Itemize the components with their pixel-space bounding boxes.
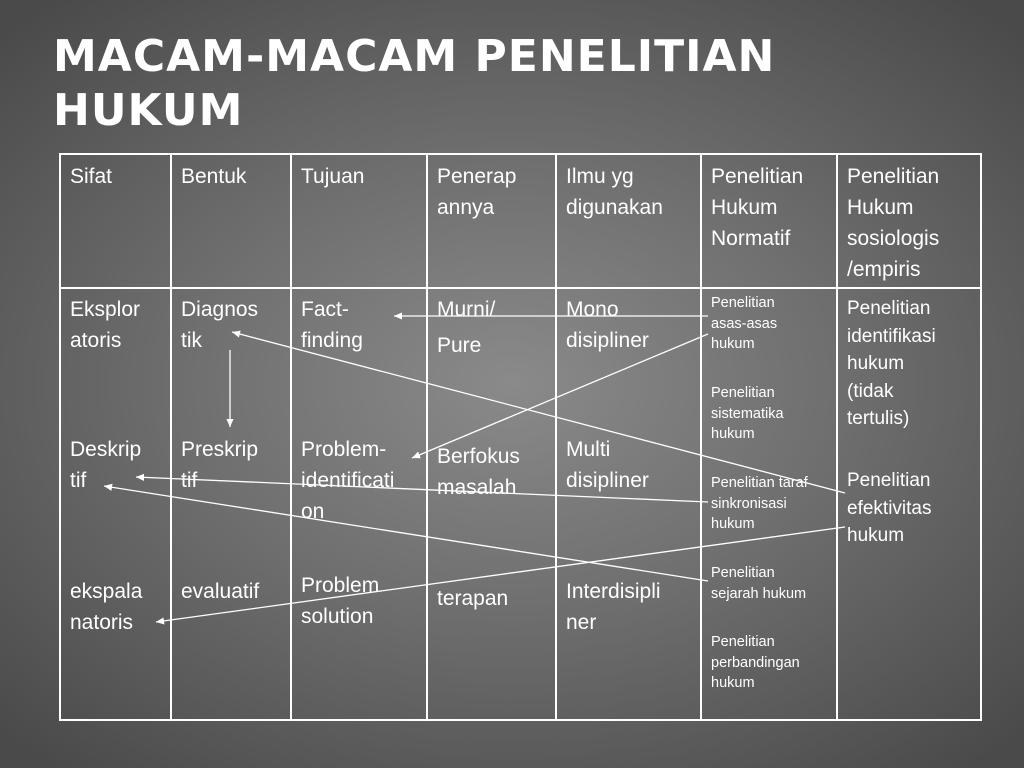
column-divider	[290, 155, 292, 719]
normatif-asas-asas: Penelitian asas-asas hukum	[711, 295, 778, 352]
ilmu-interdisipliner: Interdisipli ner	[566, 580, 661, 634]
header-tujuan: Tujuan	[301, 165, 365, 188]
normatif-sistematika: Penelitian sistematika hukum	[711, 385, 784, 442]
normatif-sejarah: Penelitian sejarah hukum	[711, 565, 807, 602]
header-sosiologis: Penelitian Hukum sosiologis /empiris	[847, 165, 940, 281]
header-divider	[61, 287, 980, 289]
column-divider	[170, 155, 172, 719]
header-normatif: Penelitian Hukum Normatif	[711, 165, 804, 250]
sosiologis-efektivitas: Penelitian efektivitas hukum	[847, 470, 932, 546]
column-divider	[836, 155, 838, 719]
ilmu-monodisipliner: Mono disipliner	[566, 298, 649, 352]
ilmu-multidisipliner: Multi disipliner	[566, 438, 649, 492]
bentuk-diagnostik: Diagnos tik	[181, 298, 259, 352]
penerapan-berfokus-masalah: Berfokus masalah	[437, 445, 520, 499]
column-divider	[555, 155, 557, 719]
header-penerapan: Penerap annya	[437, 165, 517, 219]
header-bentuk: Bentuk	[181, 165, 247, 188]
penerapan-pure: Pure	[437, 334, 482, 357]
header-ilmu: Ilmu yg digunakan	[566, 165, 663, 219]
sifat-eksplanatoris: ekspala natoris	[70, 580, 143, 634]
page-title: MACAM-MACAM PENELITIAN HUKUM	[53, 31, 776, 136]
tujuan-problem-solution: Problem solution	[301, 574, 380, 628]
column-divider	[426, 155, 428, 719]
tujuan-problem-identification: Problem- identificati on	[301, 438, 395, 523]
penerapan-murni: Murni/	[437, 298, 496, 321]
sifat-deskriptif: Deskrip tif	[70, 438, 142, 492]
normatif-sinkronisasi: Penelitian taraf sinkronisasi hukum	[711, 475, 808, 532]
sifat-eksploratoris: Eksplor atoris	[70, 298, 141, 352]
penerapan-terapan: terapan	[437, 587, 509, 610]
bentuk-evaluatif: evaluatif	[181, 580, 260, 603]
normatif-perbandingan: Penelitian perbandingan hukum	[711, 634, 800, 691]
header-sifat: Sifat	[70, 165, 113, 188]
column-divider	[700, 155, 702, 719]
tujuan-fact-finding: Fact- finding	[301, 298, 363, 352]
bentuk-preskriptif: Preskrip tif	[181, 438, 259, 492]
sosiologis-identifikasi: Penelitian identifikasi hukum (tidak tertulis)	[847, 298, 936, 429]
